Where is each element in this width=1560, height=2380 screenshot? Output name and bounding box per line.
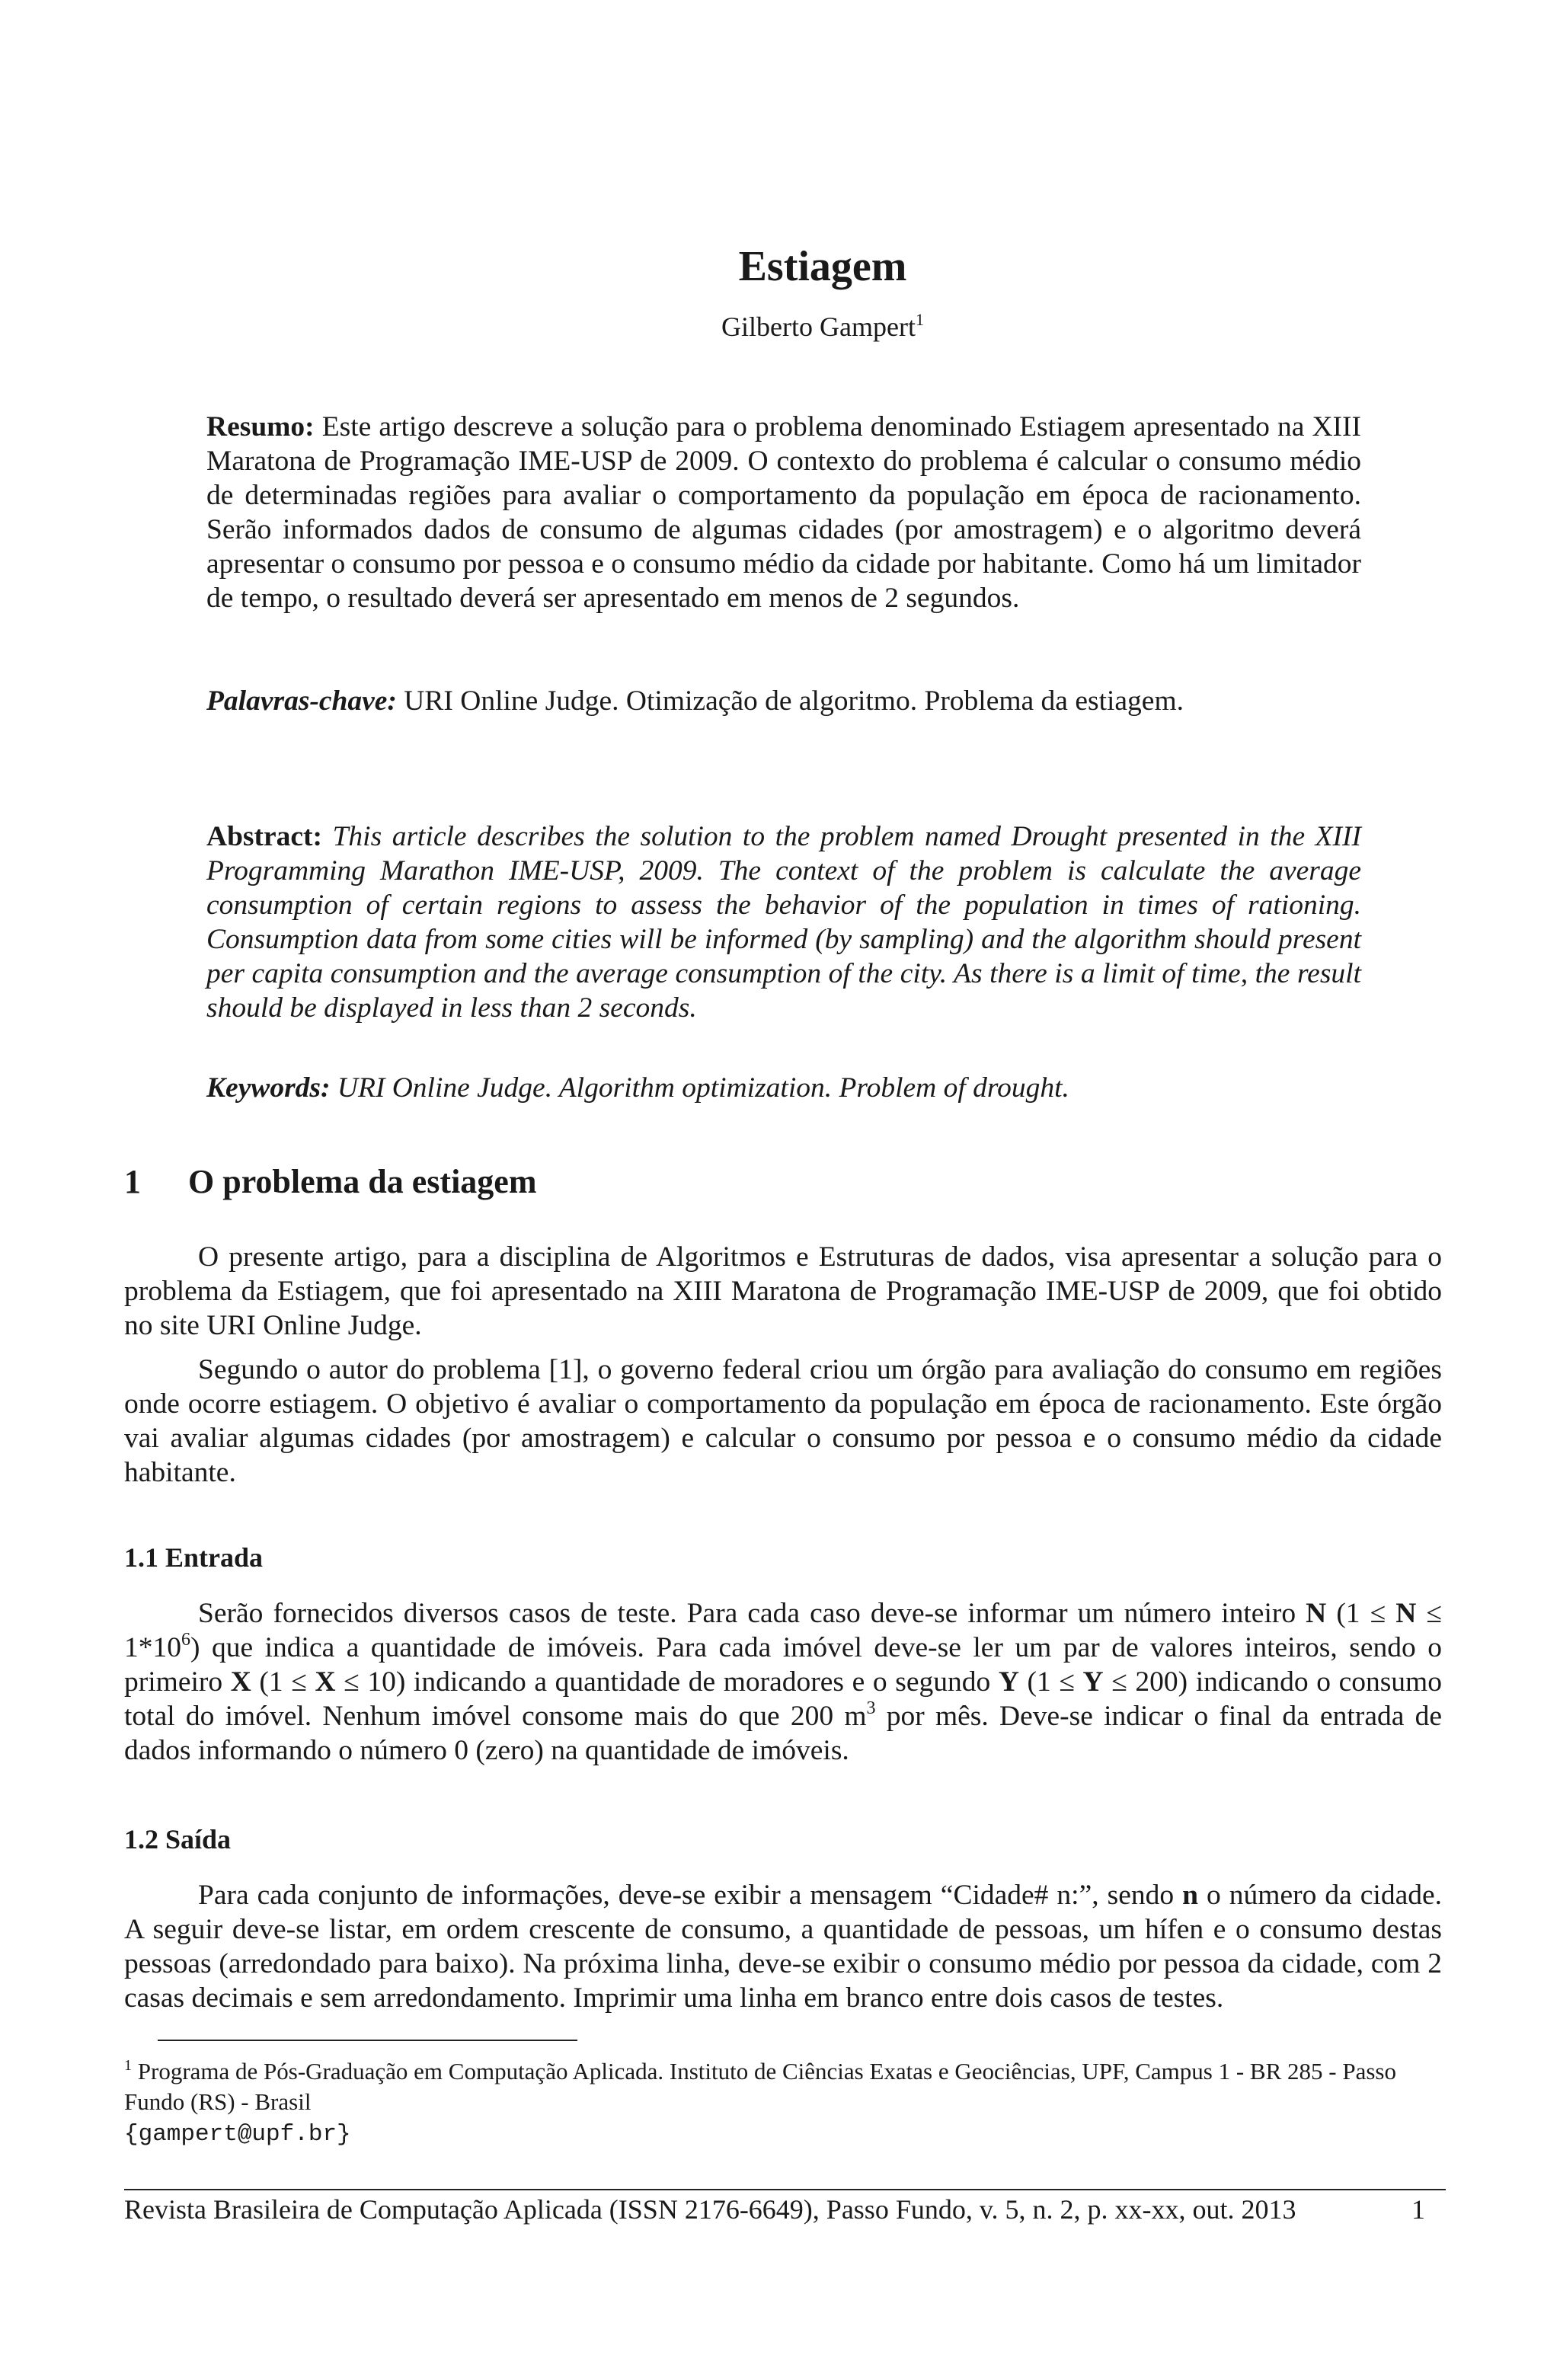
entrada-text-9: por mês. Deve-se indicar o final da entrada de dados informando o número 0 (zero) na quantidade de imóveis. (124, 1701, 1442, 1766)
section-1-1-paragraph (124, 1596, 1442, 1768)
abstract-text: This article describes the solution to the problem named Drought presented in the XIII Programming Marathon IME-USP, 2009. The context of the problem is calculate the average consumption of certain regions to assess the behavior of the population in times of rationing. Consumption data from some cities will be informed (by sampling) and the algorithm should present per capita consumption and the average consumption of the city. As there is a limit of time, the result should be displayed in less than 2 seconds. (206, 821, 1361, 1024)
footnote-mark: 1 (124, 2057, 132, 2074)
var-n-bold: N (1306, 1598, 1327, 1629)
saida-text-2: o número da cidade. A seguir deve-se listar, em ordem crescente de consumo, a quantidade de pessoas, um hífen e o consumo destas pessoas (arredondado para baixo). Na próxima linha, deve-se exibir o consumo médio por pessoa da cidade, com 2 casas decimais e sem arredondamento. Imprimir uma linha em branco entre dois casos de testes. (124, 1880, 1443, 2014)
footnote-text: Programa de Pós-Graduação em Computação Aplicada. Instituto de Ciências Exatas e Geociências, UPF, Campus 1 - BR 285 - Passo Fundo (RS) - Brasil (124, 2058, 1396, 2115)
exponent-6: 6 (181, 1630, 190, 1650)
entrada-text-7: (1 ≤ (1018, 1666, 1083, 1698)
entrada-text-2: (1 ≤ (1326, 1598, 1396, 1629)
section-1-number: 1 (124, 1163, 141, 1200)
entrada-text-8: ≤ 200) indicando o consumo total do imóvel. Nenhum imóvel consome mais do que 200 m (124, 1666, 1442, 1732)
section-1-1-heading: 1.1 Entrada (124, 1542, 264, 1573)
footer-citation: Revista Brasileira de Computação Aplicada (ISSN 2176-6649), Passo Fundo, v. 5, n. 2, p. xx-xx, out. 2013 (124, 2194, 1296, 2225)
palavras-chave-text: URI Online Judge. Otimização de algoritmo. Problema da estiagem. (404, 685, 1184, 717)
author-footnote-mark: 1 (915, 310, 924, 329)
footer-rule (124, 2189, 1446, 2190)
keywords-text: URI Online Judge. Algorithm optimization. Problem of drought. (337, 1072, 1069, 1104)
keywords-paragraph (206, 1071, 1361, 1105)
resumo-label: Resumo: (206, 411, 315, 442)
section-1-2-paragraph (124, 1878, 1442, 2015)
abstract-paragraph (206, 819, 1361, 1025)
palavras-chave-paragraph (206, 684, 1361, 718)
entrada-text-4: ) que indica a quantidade de imóveis. Para cada imóvel deve-se ler um par de valores inteiros, sendo o primeiro (124, 1632, 1442, 1698)
section-1-paragraph-1: O presente artigo, para a disciplina de Algoritmos e Estruturas de dados, visa apresentar a solução para o problema da Estiagem, que foi apresentado na XIII Maratona de Programação IME-USP de 2009, que foi obtido no site URI Online Judge. (124, 1241, 1442, 1341)
section-1-paragraph-2: Segundo o autor do problema [1], o governo federal criou um órgão para avaliação do consumo em regiões onde ocorre estiagem. O objetivo é avaliar o comportamento da população em época de racionamento. Este órgão vai avaliar algumas cidades (por amostragem) e calcular o consumo por pessoa e o consumo médio da cidade habitante. (124, 1354, 1442, 1488)
var-n-lower-bold: n (1182, 1880, 1199, 1911)
var-n-bold-2: N (1395, 1598, 1417, 1629)
exponent-3: 3 (866, 1698, 876, 1718)
resumo-text: Este artigo descreve a solução para o problema denominado Estiagem apresentado na XIII Maratona de Programação IME-USP de 2009. O contexto do problema é calcular o consumo médio de determinadas regiões para avaliar o comportamento da população em época de racionamento. Serão informados dados de consumo de algumas cidades (por amostragem) e o algoritmo deverá apresentar o consumo por pessoa e o consumo médio da cidade por habitante. Como há um limitador de tempo, o resultado deverá ser apresentado em menos de 2 segundos. (206, 411, 1362, 614)
section-1-2-heading: 1.2 Saída (124, 1824, 232, 1854)
author-name: Gilberto Gampert (721, 311, 916, 342)
footnote-email: {gampert@upf.br} (124, 2121, 351, 2148)
var-x-bold: X (230, 1666, 251, 1698)
paper-title: Estiagem (738, 243, 907, 290)
section-1-title: O problema da estiagem (188, 1163, 537, 1200)
page-number: 1 (1411, 2194, 1425, 2225)
var-x-bold-2: X (315, 1666, 336, 1698)
saida-text-1: Para cada conjunto de informações, deve-se exibir a mensagem “Cidade# n:”, sendo (198, 1880, 1183, 1911)
var-y-bold-2: Y (1082, 1666, 1104, 1698)
entrada-text-1: Serão fornecidos diversos casos de teste. Para cada caso deve-se informar um número inteiro (198, 1598, 1306, 1629)
palavras-chave-label: Palavras-chave: (206, 685, 397, 717)
entrada-text-3: ≤ 1*10 (124, 1598, 1442, 1663)
resumo-paragraph (206, 410, 1361, 615)
entrada-text-6: ≤ 10) indicando a quantidade de moradores e o segundo (335, 1666, 999, 1698)
keywords-label: Keywords: (206, 1072, 331, 1104)
author-line (0, 311, 1560, 343)
footnote (124, 2056, 1450, 2150)
section-1-heading (124, 1162, 537, 1201)
footnote-separator (158, 2040, 577, 2041)
var-y-bold: Y (998, 1666, 1019, 1698)
abstract-label: Abstract: (206, 821, 323, 852)
entrada-text-5: (1 ≤ (251, 1666, 315, 1698)
